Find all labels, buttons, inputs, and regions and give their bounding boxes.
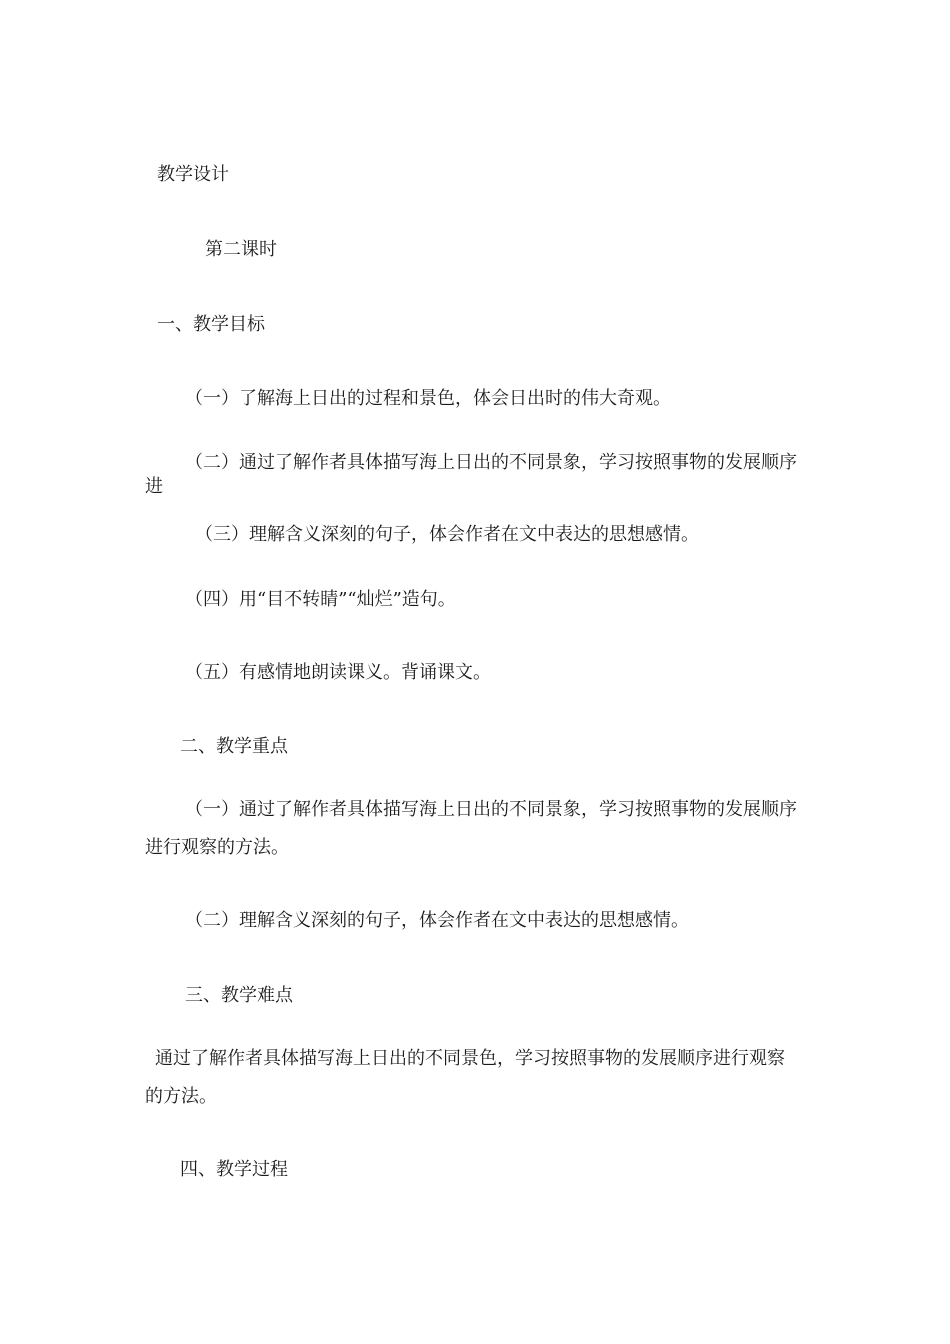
section-heading-difficulty: 三、教学难点	[185, 985, 293, 1006]
goal-item-5: （五）有感情地朗读课义。背诵课文。	[185, 662, 491, 683]
doc-title: 教学设计	[157, 164, 229, 185]
lesson-label: 第二课时	[205, 239, 277, 260]
difficulty-text-line1: 通过了解作者具体描写海上日出的不同景色，学习按照事物的发展顺序进行观察	[155, 1048, 785, 1069]
goal-item-1: （一）了解海上日出的过程和景色，体会日出时的伟大奇观。	[185, 388, 671, 409]
goal-item-2-cont: 进	[145, 476, 163, 497]
difficulty-text-line2: 的方法。	[145, 1086, 217, 1107]
section-heading-keypoints: 二、教学重点	[180, 736, 288, 757]
keypoint-item-1-line1: （一）通过了解作者具体描写海上日出的不同景象，学习按照事物的发展顺序	[185, 799, 797, 820]
keypoint-item-2: （二）理解含义深刻的句子，体会作者在文中表达的思想感情。	[185, 910, 689, 931]
goal-item-2: （二）通过了解作者具体描写海上日出的不同景象，学习按照事物的发展顺序	[185, 452, 797, 473]
section-heading-goals: 一、教学目标	[157, 314, 265, 335]
goal-item-4: （四）用“目不转睛”“灿烂”造句。	[185, 589, 456, 610]
keypoint-item-1-line2: 进行观察的方法。	[145, 837, 289, 858]
section-heading-process: 四、教学过程	[180, 1159, 288, 1180]
goal-item-3: （三）理解含义深刻的句子，体会作者在文中表达的思想感情。	[195, 524, 699, 545]
